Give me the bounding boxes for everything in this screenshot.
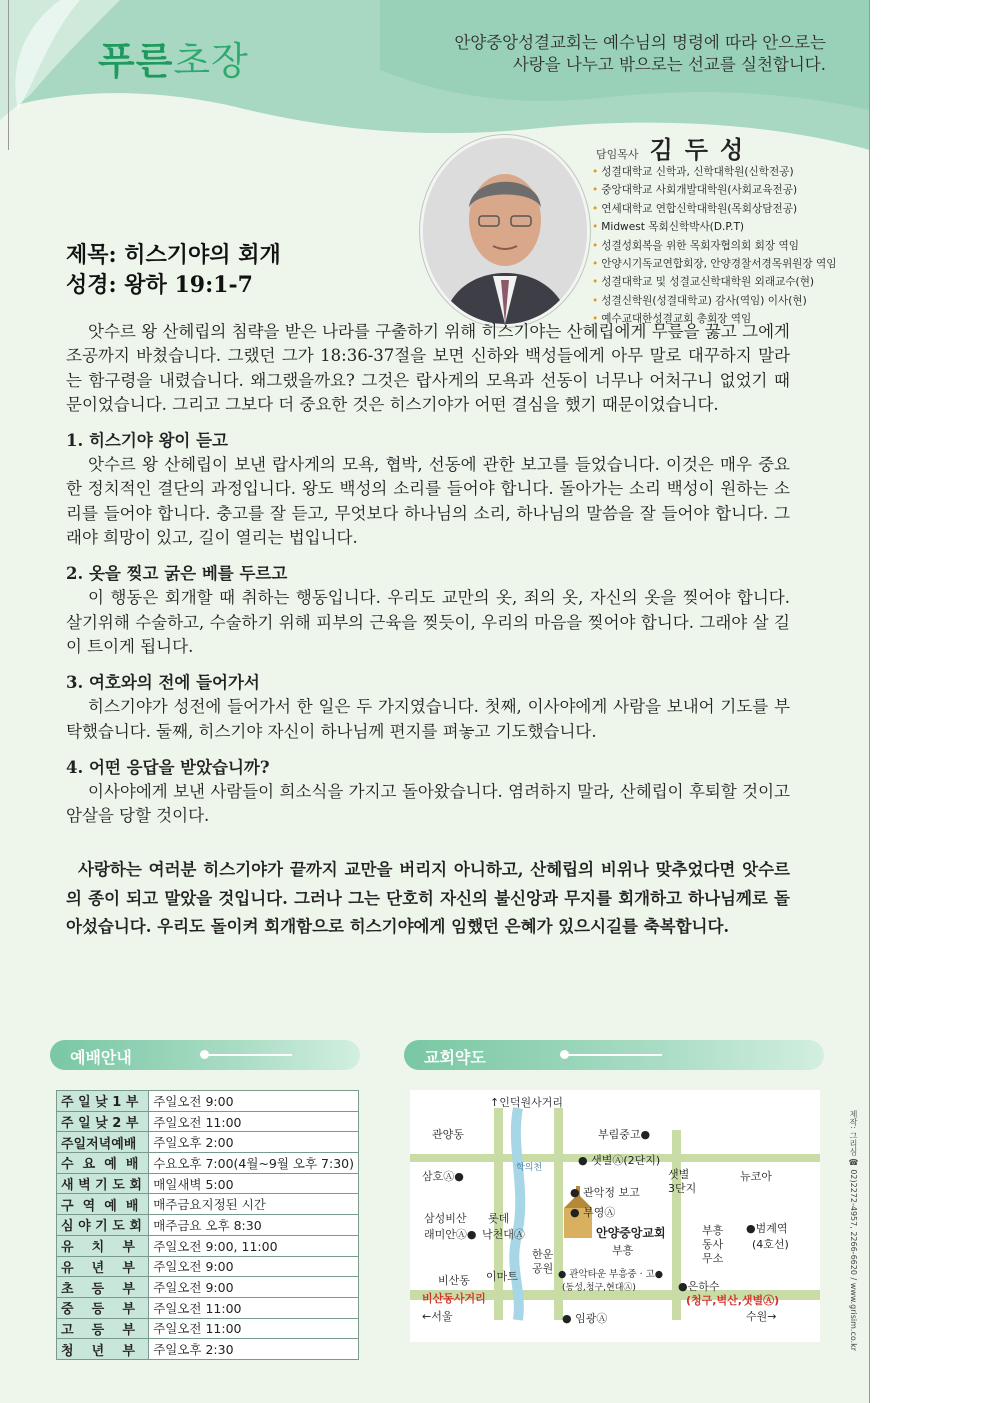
sermon-closing: 사랑하는 여러분 히스기야가 끝까지 교만을 버리지 아니하고, 산헤립의 비위나 맞추었다면 앗수르의 종이 되고 말았을 것입니다. 그러나 그는 단호히 자신의 불신앙과 무지를 회개하고 하나님께로 돌아섰습니다. 우리도 돌이켜 회개함으로 히스기야에게 임했던 은혜가 있으시길를 축복합니다.: [66, 860, 790, 937]
pastor-bio-item: • 성결성회복을 위한 목회자협의회 회장 역임: [592, 237, 837, 255]
bar-line: [206, 1054, 292, 1056]
service-name: 새 벽 기 도 회: [57, 1173, 149, 1194]
service-time: 매일새벽 5:00: [149, 1173, 359, 1194]
map-label-impang: ● 임광Ⓐ: [562, 1312, 608, 1325]
map-label-eunhasu: ●은하수: [678, 1280, 720, 1293]
service-time: 주일오전 9:00: [149, 1277, 359, 1298]
map-label-church: 안양중앙교회: [596, 1226, 666, 1240]
page-edge-right: [869, 0, 870, 1403]
map-label-suwon: 수원→: [746, 1310, 777, 1323]
brand-part2: 초장: [173, 39, 249, 83]
service-time: 주일오후 2:00: [149, 1132, 359, 1153]
pastor-bio-item: • 성결대학교 및 성결교신학대학원 외래교수(현): [592, 273, 837, 291]
table-row: [57, 1091, 359, 1112]
service-time: 주일오전 9:00: [149, 1091, 359, 1112]
sermon-sections: [66, 429, 790, 828]
pastor-photo: [420, 135, 590, 327]
service-time: 주일오전 11:00: [149, 1297, 359, 1318]
pastor-name: 김두성: [649, 135, 756, 164]
table-row: [57, 1277, 359, 1298]
service-time: 주일오전 9:00, 11:00: [149, 1235, 359, 1256]
worship-schedule-table: [56, 1090, 359, 1360]
motto-line2: 사랑을 나누고 밖으로는 선교를 실천합니다.: [512, 55, 826, 74]
service-name: 주 일 낮 2 부: [57, 1111, 149, 1132]
table-row: [57, 1173, 359, 1194]
section-heading: 4. 어떤 응답을 받았습니까?: [66, 757, 270, 777]
table-row: [57, 1153, 359, 1174]
map-label-samsung1: 삼성비산: [424, 1212, 467, 1225]
church-map-bar: [404, 1040, 824, 1070]
pastor-bio-item: • 안양시기독교연합회장, 안양경찰서경목위원장 역임: [592, 255, 837, 273]
map-label-hakuicheon: 학의천: [516, 1163, 543, 1173]
pastor-bio-item: • Midwest 목회신학박사(D.P.T): [592, 218, 837, 236]
map-label-beomgye2: (4호선): [752, 1238, 789, 1251]
map-label-office3: 무소: [702, 1252, 724, 1265]
map-label-bisan4: 비산동사거리: [422, 1292, 486, 1305]
sermon-section: [66, 671, 790, 744]
service-time: 주일오전 11:00: [149, 1318, 359, 1339]
map-label-samho: 삼호Ⓐ●: [422, 1170, 464, 1183]
service-name: 고 등 부: [57, 1318, 149, 1339]
map-label-saetbyeol2: ● 샛별Ⓐ(2단지): [578, 1154, 661, 1167]
table-row: [57, 1111, 359, 1132]
church-map-heading: 교회약도: [424, 1048, 486, 1067]
pastor-bio-item: • 예수교대한성결교회 총회장 역임: [592, 310, 837, 328]
table-row: [57, 1256, 359, 1277]
pastor-bio-list: [592, 163, 837, 329]
map-label-gwanakjeong: ● 관악정 보고: [570, 1186, 640, 1199]
motto-line1: 안양중앙성결교회는 예수님의 명령에 따라 안으로는: [454, 33, 826, 52]
sermon-section: [66, 756, 790, 829]
service-name: 중 등 부: [57, 1297, 149, 1318]
map-label-gwanak: ● 관악타운 부흥중 · 고●: [558, 1269, 664, 1280]
service-time: 매주금요 오후 8:30: [149, 1215, 359, 1236]
service-time: 주일오후 2:30: [149, 1339, 359, 1360]
map-label-hanun2: 공원: [532, 1262, 554, 1275]
service-name: 수 요 예 배: [57, 1153, 149, 1174]
table-row: [57, 1318, 359, 1339]
table-row: [57, 1297, 359, 1318]
sermon-title: 제목: 히스기야의 회개: [66, 242, 281, 268]
map-label-indeok: ↑인덕원사거리: [490, 1096, 563, 1109]
section-heading: 2. 옷을 찢고 굵은 베를 두르고: [66, 564, 288, 584]
service-name: 청 년 부: [57, 1339, 149, 1360]
service-time: 주일오전 11:00: [149, 1111, 359, 1132]
sermon-title-block: [66, 240, 281, 300]
sermon-intro: 앗수르 왕 산헤립의 침략을 받은 나라를 구출하기 위해 히스기야는 산헤립에게 무릎을 꿇고 그에게 조공까지 바쳤습니다. 그랬던 그가 18:36-37절을 보면 신하와 백성들에게 아무 말로 대꾸하지 말라는 함구령을 내렸습니다. 왜그랬을까요? 그것은 랍사게의 모욕과 선동이 너무나 어처구니 없었기 때문이었습니다. 그리고 그보다 더 중요한 것은 히스기야가 어떤 결심을 했기 때문이었습니다.: [66, 322, 790, 414]
map-label-lotte1: 롯데: [488, 1212, 510, 1225]
bulletin-brand: [98, 30, 249, 85]
sermon-scripture: 성경: 왕하 19:1-7: [66, 272, 253, 298]
service-name: 구 역 예 배: [57, 1194, 149, 1215]
service-name: 초 등 부: [57, 1277, 149, 1298]
map-label-burim: 부림중고●: [598, 1128, 651, 1141]
map-label-samsung2: 래미안Ⓐ●: [424, 1228, 477, 1241]
map-label-newcore: 뉴코아: [740, 1170, 772, 1183]
service-name: 주일저녁예배: [57, 1132, 149, 1153]
pastor-bio-item: • 성결대학교 신학과, 신학대학원(신학전공): [592, 163, 837, 181]
map-label-bisan: 비산동: [438, 1274, 470, 1287]
map-label-saetbyeol3b: 3단지: [668, 1182, 697, 1195]
pastor-portrait-icon: [423, 138, 587, 324]
map-label-emart: 이마트: [486, 1270, 518, 1283]
pastor-heading: [596, 130, 755, 165]
pastor-bio-item: • 중앙대학교 사회개발대학원(사회교육전공): [592, 181, 837, 199]
map-label-hanun1: 한운: [532, 1248, 554, 1261]
pastor-bio-item: • 성결신학원(성결대학교) 감사(역임) 이사(현): [592, 292, 837, 310]
map-label-office2: 동사: [702, 1238, 724, 1251]
page-edge-left: [8, 0, 9, 150]
service-name: 주 일 낮 1 부: [57, 1091, 149, 1112]
section-text: 이 행동은 회개할 때 취하는 행동입니다. 우리도 교만의 옷, 죄의 옷, 자신의 옷을 찢어야 합니다. 살기위해 수술하고, 수술하기 위해 피부의 근육을 찢듯이, 우리의 마음을 찢어야 합니다. 그래야 살 길이 트이게 됩니다.: [66, 588, 790, 656]
section-text: 앗수르 왕 산헤립이 보낸 랍사게의 모욕, 협박, 선동에 관한 보고를 들었습니다. 이것은 매우 중요한 정치적인 결단의 과정입니다. 왕도 백성의 소리를 들어야 합니다. 돌아가는 소리 백성이 원하는 소리를 들어야 합니다. 충고를 잘 듣고, 무엇보다 하나님의 소리, 하나님의 말씀을 잘 들어야 합니다. 그래야 희망이 있고, 길이 열리는 법입니다.: [66, 455, 790, 548]
service-time: 매주금요지정된 시간: [149, 1194, 359, 1215]
map-label-beomgye1: ●범계역: [746, 1222, 788, 1235]
map-label-buyoung: ● 부영Ⓐ: [570, 1206, 616, 1219]
sermon-body: [66, 320, 790, 942]
pastor-role: 담임목사: [596, 148, 639, 161]
map-label-lotte2: 낙천대Ⓐ: [482, 1228, 525, 1241]
worship-guide-bar: [50, 1040, 360, 1070]
map-label-seoul: ←서울: [422, 1310, 453, 1323]
map-label-gwanyang: 관양동: [432, 1128, 464, 1141]
map-label-gwanak2: (동성,청구,현대Ⓐ): [562, 1283, 636, 1293]
sermon-section: [66, 429, 790, 550]
map-label-saetbyeol3a: 샛별: [668, 1168, 690, 1181]
pastor-bio-item: • 연세대학교 연합신학대학원(목회상담전공): [592, 200, 837, 218]
church-map: [410, 1090, 820, 1342]
service-time: 주일오전 9:00: [149, 1256, 359, 1277]
printer-credit: 제작: 그리심 ☎ 02)2272-4957, 2266-6620 / www.grisim.co.kr: [849, 1110, 858, 1352]
table-row: [57, 1132, 359, 1153]
bar-line: [566, 1054, 662, 1056]
service-name: 유 치 부: [57, 1235, 149, 1256]
map-label-buheung: 부흥: [612, 1244, 634, 1257]
table-row: [57, 1339, 359, 1360]
section-heading: 3. 여호와의 전에 들어가서: [66, 673, 260, 693]
map-label-office1: 부흥: [702, 1224, 724, 1237]
table-row: [57, 1194, 359, 1215]
section-heading: 1. 히스기야 왕이 듣고: [66, 431, 228, 451]
service-name: 유 년 부: [57, 1256, 149, 1277]
table-row: [57, 1235, 359, 1256]
brand-part1: 푸른: [98, 39, 174, 83]
service-name: 심 야 기 도 회: [57, 1215, 149, 1236]
worship-guide-heading: 예배안내: [70, 1048, 132, 1067]
table-row: [57, 1215, 359, 1236]
church-motto: [454, 32, 826, 76]
map-label-cheonggu: (청구,벽산,샛별Ⓐ): [686, 1294, 780, 1307]
service-time: 수요오후 7:00(4월~9월 오후 7:30): [149, 1153, 359, 1174]
section-text: 히스기야가 성전에 들어가서 한 일은 두 가지였습니다. 첫째, 이사야에게 사람을 보내어 기도를 부탁했습니다. 둘째, 히스기야 자신이 하나님께 편지를 펴놓고 기도했습니다.: [66, 697, 790, 741]
section-text: 이사야에게 보낸 사람들이 희소식을 가지고 돌아왔습니다. 염려하지 말라, 산헤립이 후퇴할 것이고 암살을 당할 것이다.: [66, 781, 790, 826]
sermon-section: [66, 562, 790, 659]
